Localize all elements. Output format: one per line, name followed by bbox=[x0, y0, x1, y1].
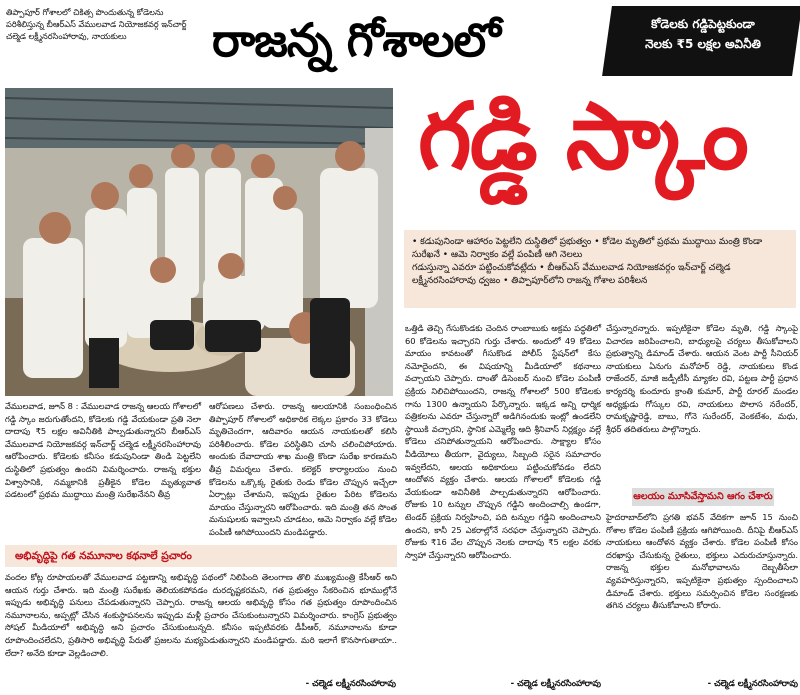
summary-row: లక్ష్మీనరసింహారావు ధ్వజం • తిప్పాపూర్‌లోని రాజన్న గోశాల పరిశీలన bbox=[412, 276, 648, 286]
article-column-3: ఒత్తిడి తెచ్చి గేసుకొండకు చెందిన రాంబాబుకు అక్రమ పద్ధతిలో 60 కోడెలను ఇచ్చారని గుర్తు చేశారు. అందులో 49 కోడెలు మాయం కావటంతో గీసుకొండ పోలీస్ స్టేషన్‌లో కేసు నమోదైందని, ఈ విషయాన్ని మీడియాలో కథనాలు వచ్చాయని చెప్పారు. దాంతో డిసెంబర్ నుంచి కోడెల పంపిణీ ప్రక్రియ నిలిచిపోయిందని, రాజన్న గోశాలలో 500 కోడెలకు గాను 1300 ఉన్నాయని పేర్కొన్నారు. ఇక్కడ అన్ని ధార్మిక పత్రికలను ఎవరూ చేస్తున్నారో అడిగినందుకు ఇంట్లో ఉండలేని స్థాయికి వచ్చారని, స్థానిక ఎమ్మెల్యే ఆది శ్రీనివాస్ నిర్లక్ష్యం వల్లే కోడెలు చనిపోతున్నాయని ఆరోపించారు. సాక్ష్యాల కోసం వీడియోలు తీయగా, వైద్యులు, సిబ్బంది సరైన సమాచారం ఇవ్వలేదని, ఆలయ అధికారులు పట్టించుకోవడం లేదని ఆందోళన వ్యక్తం చేశారు. ఆలయ గోశాలలో కోడెలకు గడ్డి వేయకుండా అవినీతికి పాల్పడుతున్నారని ఆరోపించారు. రోజుకు 10 టన్నుల చొప్పున గడ్డిని అందించాల్సి ఉండగా, టెండర్ ప్రక్రియ నిర్వహించి, పది టన్నుల గడ్డిని అందించాలని ఉందని, కానీ 25 ఎకరాల్లోనే సరఫరా చేస్తున్నారని చెప్పారు. రోజుకు ₹16 వేల చొప్పున నెలకు దాదాపు ₹5 లక్షల వరకు స్వాహా చేస్తున్నారని ఆరోపించారు. bbox=[405, 323, 601, 560]
byline: - చల్మెడ లక్ష్మీనరసింహారావు bbox=[510, 679, 601, 689]
summary-row: గడుస్తున్నా ఎవరూ పట్టించుకోవట్లేదు • బీఆర్ఎస్ వేములవాడ నియోజకవర్గం ఇన్‌చార్జ్ చల్మెడ bbox=[412, 263, 731, 273]
article-column-1: వేములవాడ, జూన్ 8 : వేములవాడ రాజన్న ఆలయ గోశాలలో గడ్డి స్కాం జరుగుతోందని, కోడెలకు గడ్డి వేయకుండా ప్రతి నెలా దాదాపు ₹5 లక్షల అవినీతికి పాల్పడుతున్నారని బీఆర్ఎస్ వేములవాడ నియోజకవర్గ ఇన్‌చార్జ్ చల్మెడ లక్ష్మీనరసింహారావు ఆరోపించారు. కోడెలకు కనీసం కడుపునిండా తిండి పెట్టలేని దుస్థితిలో ప్రభుత్వం ఉందని విమర్శించారు. రాజన్న భక్తుల విశ్వాసానికి, నమ్మకానికి ప్రతీకైన కోడెల మృత్యువాత పడటంలో ప్రథమ ముద్దాయి మంత్రి సురేఖనేనని తీవ్ర bbox=[5, 401, 201, 500]
subheading-temple bbox=[632, 488, 774, 506]
photo-caption: తిప్పాపూర్ గోశాలలో చికిత్స పొందుతున్న కోడెలను పరిశీలిస్తున్న బీఆర్ఎస్ వేములవాడ నియోజకవర్గ ఇన్‌చార్జ్ చల్మెడ లక్ష్మీనరసింహారావు, నాయకులు bbox=[6, 7, 187, 41]
article-column-5: వందల కోట్ల రూపాయలతో వేములవాడ పట్టణాన్ని అభివృద్ధి పథంలో నిలిపింది తెలంగాణ తొలి ముఖ్యమంత్రి కేసీఆర్ అని ఆయన గుర్తు చేశారు. ఇది మంత్రి సురేఖకు తెలియకపోవడం దురదృష్టకరమని, గత ప్రభుత్వం సేకరించిన భూముల్లోనే ఇప్పుడు అభివృద్ధి పనులు చేపడుతున్నారని చెప్పారు. రాజన్న ఆలయ అభివృద్ధి కోసం గత ప్రభుత్వం రూపొందించిన నమూనాలను, అప్పట్లో చేసిన శంకుస్థాపనలను ఇప్పుడు మళ్లీ ప్రచారం చేసుకుంటున్నారని విమర్శించారు. కాంగ్రెస్ ప్రభుత్వం సోషల్ మీడియాలో అభివృద్ధి అని ప్రచారం చేసుకుంటున్నది. కనీసం ఇప్పటివరకు డీపీఆర్, నమూనాలను కూడా రూపొందించలేదని, ప్రతిసారి అభివృద్ధి పేరుతో ప్రజలను మభ్యపెడుతున్నారని మండిపడ్డారు. మరి ఇలాగే కొనసాగుతాయా.. లేదా? అనేది కూడా వెల్లడించాలి. bbox=[5, 572, 397, 658]
article-column-2: ఆరోపణలు చేశారు. రాజన్న ఆలయానికి సంబంధించిన తిప్పాపూర్ గోశాలలో అధికారిక లెక్కల ప్రకారం 33 కోడెలు మృతిచెందగా, ఆదివారం ఆయన నాయకులతో కలిసి పరిశీలించారు. కోడెల పరిస్థితిని చూసి చలించిపోయారు. అందుకు దేవాదాయ శాఖ మంత్రి కొండా సురేఖ కారణమని తీవ్ర విమర్శలు చేశారు. కలెక్టర్ కార్యాలయం నుంచి కోడెలను ఒక్కొక్క రైతుకు రెండు కోడెల చొప్పున ఇచ్చేలా ఏర్పాట్లు చేశామని, ఇప్పుడు రైతుల పేరిట కోడెలను మాయం చేస్తున్నారని ఆరోపించారు. ఇది మంత్రి తన సొంత మనుషులకు ఇవ్వాలని చూడటం, ఆమె నిర్వాకం వల్లే కోడెల పంపిణీ ఆగిపోయిందని మండిపడ్డారు. bbox=[209, 401, 397, 537]
news-photo-image bbox=[5, 88, 393, 396]
badge-line-1: కోడెలకు గడ్డిపెట్టకుండా bbox=[651, 17, 755, 31]
badge bbox=[602, 6, 800, 76]
badge-line-2: నెలకు ₹5 లక్షల అవినీతి bbox=[645, 37, 761, 51]
summary-box bbox=[404, 230, 796, 308]
headline: గడ్డి స్కాం bbox=[418, 83, 747, 190]
article-column-4b: హైదరాబాద్‌లోని ప్రగతి భవన్ వేదికగా జూన్ 15 నుంచి గోశాల కోడెల పంపిణీ ప్రక్రియ ఆగిపోయింది. దీనిపై బీఆర్ఎస్ నాయకులు ఆందోళన వ్యక్తం చేశారు. కోడెల పంపిణీ కోసం దరఖాస్తు చేసుకున్న రైతులు, భక్తులు ఎదురుచూస్తున్నారు. రాజన్న భక్తుల మనోభావాలను దెబ్బతీసేలా వ్యవహరిస్తున్నారని, ఇప్పటికైనా ప్రభుత్వం స్పందించాలని డిమాండ్ చేశారు. భక్తులు సమర్పించిన కోడెల సంరక్షణకు తగిన చర్యలు తీసుకోవాలని కోరారు. bbox=[606, 512, 798, 611]
subheading-temple-text: ఆలయం మూసివేస్తామని ఆగం చేశారు bbox=[633, 491, 773, 502]
article-column-4: చేస్తున్నారన్నారు. ఇప్పటికైనా కోడెల మృతి, గడ్డి స్కాంపై విచారణ జరిపించాలని, బాధ్యులపై చర్యలు తీసుకోవాలని ప్రభుత్వాన్ని డిమాండ్ చేశారు. ఆయన వెంట పార్టీ సీనియర్ నాయకులు ఏనుగు మనోహర్ రెడ్డి, నాయకులు కొండ రాజేందర్, మాజీ జడ్పీటీసీ మ్యాకల రవి, పట్టణ పార్టీ ప్రధాన కార్యదర్శి కుందూరు క్రాంతి కుమార్, పార్టీ రూరల్ మండల అధ్యక్షుడు గోస్కుల రవి, నాయకులు పొలాస నరేందర్, రామకృష్ణారెడ్డి, బాబు, గోనె సురేందర్, వెంకటేశం, మధు, శ్రీధర్ తదితరులు పాల్గొన్నారు. bbox=[606, 323, 798, 434]
byline: - చల్మెడ లక్ష్మీనరసింహారావు bbox=[305, 679, 396, 689]
news-photo bbox=[5, 88, 393, 396]
summary-row: • కడుపునిండా ఆహారం పెట్టలేని దుస్థితిలో ప్రభుత్వం • కోడెల మృతిలో ప్రథమ ముద్దాయి మంత్రి కొండా సురేఖనే • ఆమె నిర్వాకం వల్లే పంపిణీ ఆగి నెలలు bbox=[412, 237, 763, 260]
byline: - చల్మెడ లక్ష్మీనరసింహారావు bbox=[707, 679, 798, 689]
subheading-development-text: అభివృద్ధిపై గత నమూనాల కథనాలే ప్రచారం bbox=[15, 550, 192, 562]
subheading-development bbox=[5, 545, 397, 567]
kicker-title: రాజన్న గోశాలలో bbox=[212, 13, 500, 67]
